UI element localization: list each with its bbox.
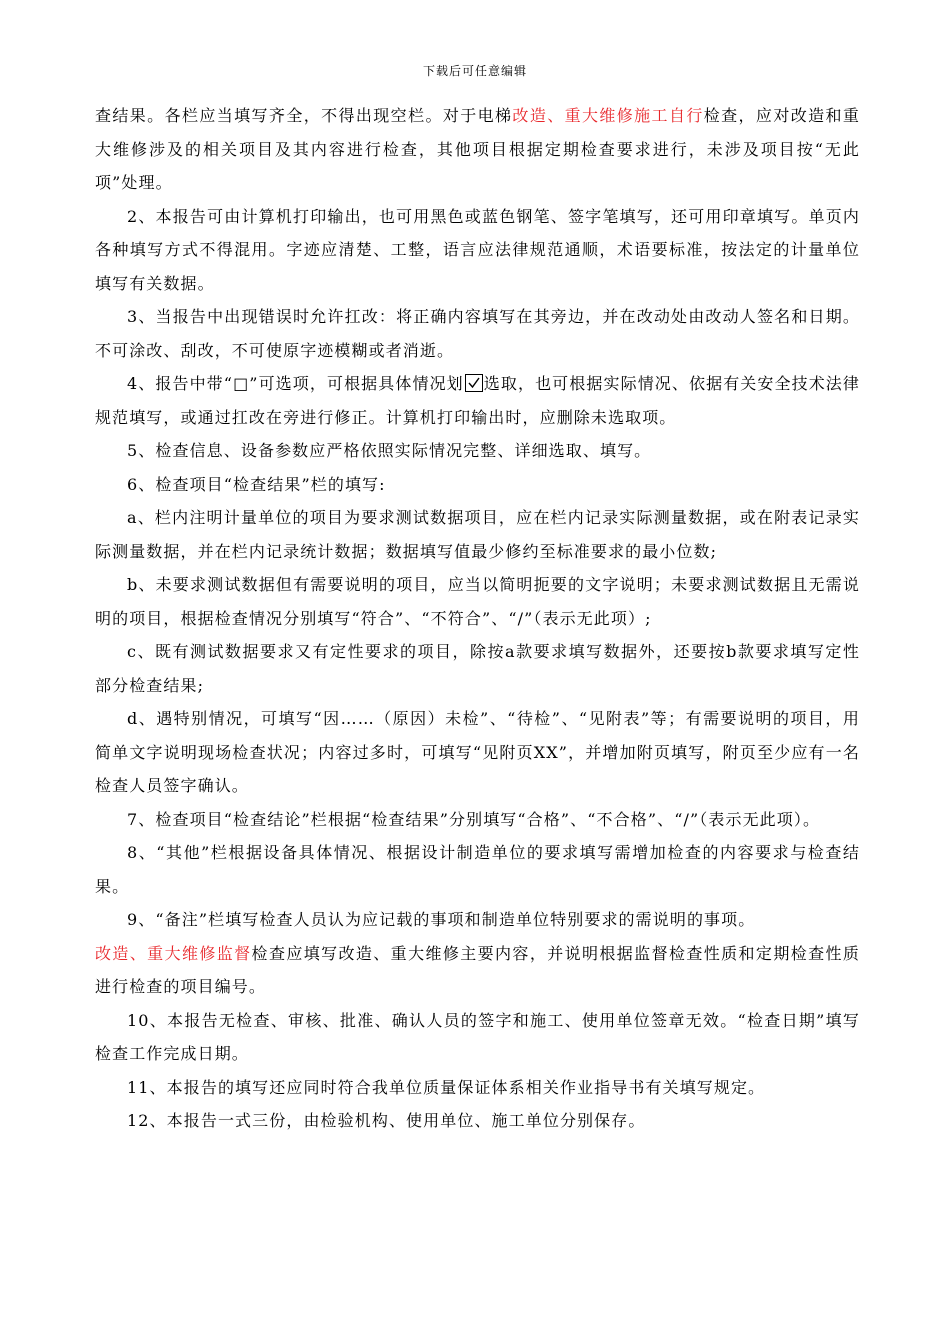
highlighted-text: 改造、重大维修施工自行: [512, 106, 704, 125]
paragraph-item-6b: b、未要求测试数据但有需要说明的项目，应当以简明扼要的文字说明；未要求测试数据且无需说明的项目，根据检查情况分别填写“符合”、“不符合”、“/”（表示无此项）;: [95, 575, 860, 628]
paragraph-item-4: [95, 367, 860, 434]
paragraph-item-8: 8、“其他”栏根据设备具体情况、根据设计制造单位的要求填写需增加检查的内容要求与检查结果。: [95, 843, 860, 896]
paragraph-item-9: 9、“备注”栏填写检查人员认为应记载的事项和制造单位特别要求的需说明的事项。: [127, 910, 756, 929]
paragraph-item-10: 10、本报告无检查、审核、批准、确认人员的签字和施工、使用单位签章无效。“检查日期”填写检查工作完成日期。: [95, 1010, 860, 1063]
text-segment: 查结果。各栏应当填写齐全，不得出现空栏。对于电梯: [95, 106, 513, 125]
text-segment: 检查，应对改造和重大维修涉及的相关项目及其内容进行检查，其他项目根据定期检查要求进行，未涉及项目按“无此项”处理。: [95, 106, 860, 192]
document-body: [95, 99, 860, 1138]
page-header: 下载后可任意编辑: [422, 64, 527, 78]
paragraph-item-6a: a、栏内注明计量单位的项目为要求测试数据项目，应在栏内记录实际测量数据，或在附表记录实际测量数据，并在栏内记录统计数据；数据填写值最少修约至标准要求的最小位数;: [95, 508, 860, 561]
text-segment: 4、报告中带“□”可选项，可根据具体情况划: [127, 374, 464, 393]
paragraph-item-5: 5、检查信息、设备参数应严格依照实际情况完整、详细选取、填写。: [127, 441, 652, 460]
paragraph-item-7: 7、检查项目“检查结论”栏根据“检查结果”分别填写“合格”、“不合格”、“/”（表示无此项）。: [127, 809, 821, 829]
paragraph-item-6: 6、检查项目“检查结果”栏的填写:: [127, 474, 386, 494]
text-segment: 检查应填写改造、重大维修主要内容，并说明根据监督检查性质和定期检查性质进行检查的项目编号。: [95, 943, 860, 996]
text-segment: 选取，也可根据实际情况、依据有关安全技术法律规范填写，或通过扛改在旁进行修正。计算机打印输出时，应删除未选取项。: [95, 374, 860, 427]
paragraph-item-11: 11、本报告的填写还应同时符合我单位质量保证体系相关作业指导书有关填写规定。: [127, 1077, 766, 1097]
checkbox-checked-icon: [465, 374, 483, 392]
paragraph-item-9-continued: [95, 937, 860, 1004]
paragraph-item-6c: c、既有测试数据要求又有定性要求的项目，除按a款要求填写数据外，还要按b款要求填写定性部分检查结果;: [95, 642, 860, 695]
paragraph-item-3: 3、当报告中出现错误时允许扛改：将正确内容填写在其旁边，并在改动处由改动人签名和日期。不可涂改、刮改，不可使原字迹模糊或者消逝。: [95, 307, 860, 360]
paragraph-continuation: [95, 99, 860, 200]
paragraph-item-12: 12、本报告一式三份，由检验机构、使用单位、施工单位分别保存。: [127, 1111, 646, 1130]
highlighted-text: 改造、重大维修监督: [95, 943, 252, 963]
paragraph-item-2: 2、本报告可由计算机打印输出，也可用黑色或蓝色钢笔、签字笔填写，还可用印章填写。单页内各种填写方式不得混用。字迹应清楚、工整，语言应法律规范通顺，术语要标准，按法定的计量单位填写有关数据。: [95, 206, 860, 293]
paragraph-item-6d: d、遇特别情况，可填写“因……（原因）未检”、“待检”、“见附表”等；有需要说明的项目，用简单文字说明现场检查状况；内容过多时，可填写“见附页XX”，并增加附页填写，附页至少应有一名检查人员签字确认。: [95, 709, 860, 795]
